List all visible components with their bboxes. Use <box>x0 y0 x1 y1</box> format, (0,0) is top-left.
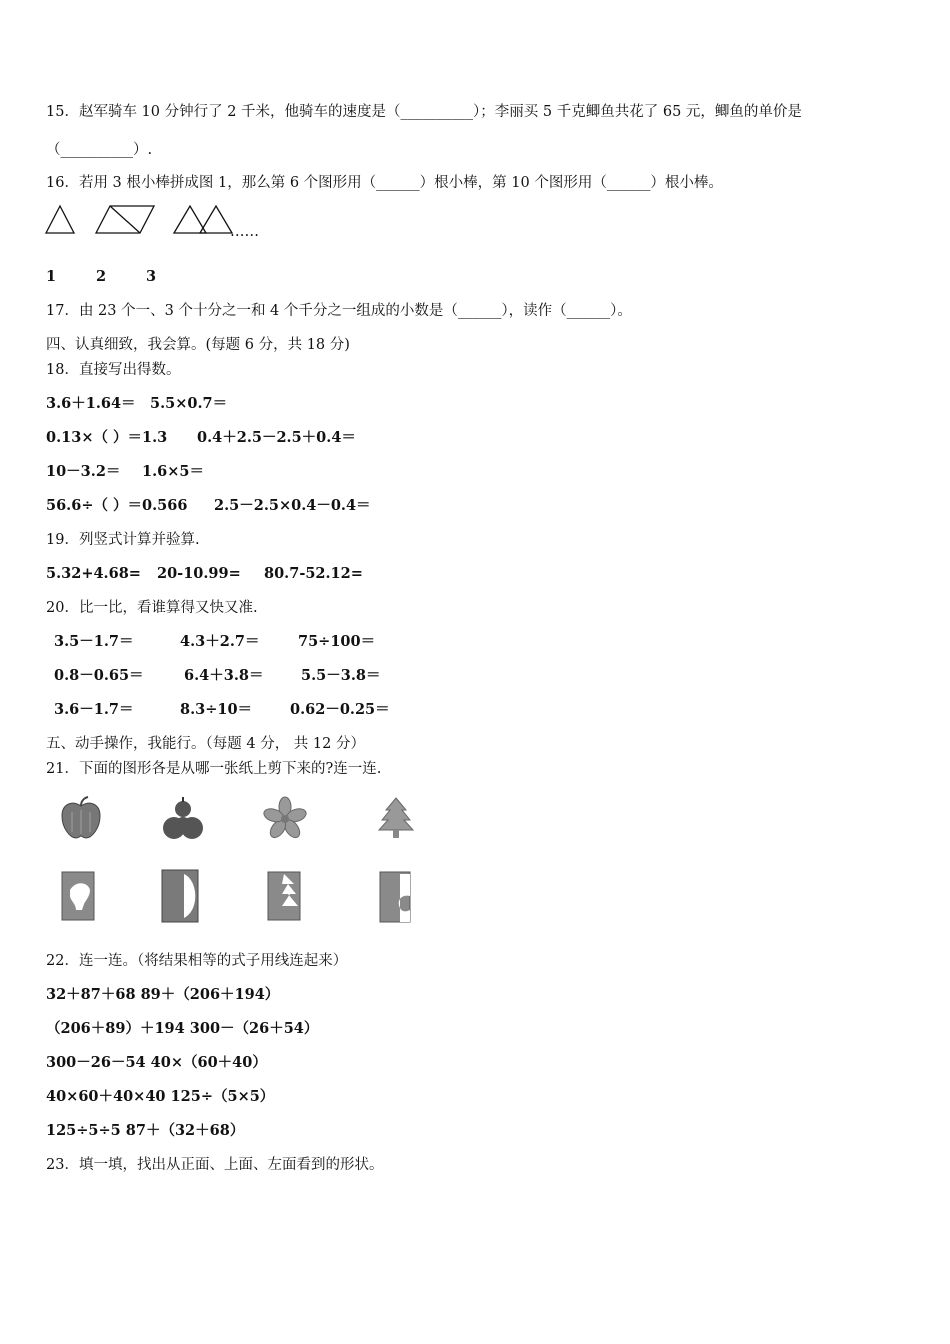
gourd-shape <box>160 795 206 843</box>
q16-label-2: 2 <box>96 268 107 285</box>
q20-r1-c2: 4.3＋2.7＝ <box>180 633 260 650</box>
triangle-figure-1 <box>46 206 74 233</box>
q16-label-3: 3 <box>146 268 157 285</box>
q18-row1-b: 5.5×0.7＝ <box>150 395 228 412</box>
q16-label-1: 1 <box>46 268 57 285</box>
q20-r3-c3: 0.62－0.25＝ <box>290 701 390 718</box>
flower-shape <box>262 796 308 842</box>
q19-item-2: 20-10.99= <box>157 565 241 582</box>
paper-1 <box>60 870 98 922</box>
q18-title: 18．直接写出得数。 <box>46 362 181 378</box>
q20-r3-c1: 3.6－1.7＝ <box>54 701 134 718</box>
q19-item-3: 80.7-52.12= <box>264 565 363 582</box>
q20-title: 20．比一比，看谁算得又快又准. <box>46 600 258 616</box>
q21-title: 21．下面的图形各是从哪一张纸上剪下来的?连一连. <box>46 761 382 777</box>
q15-line1: 15．赵军骑车 10 分钟行了 2 千米，他骑车的速度是（__________）；李丽买 5 千克鲫鱼共花了 65 元，鲫鱼的单价是 <box>46 104 802 120</box>
q18-row1-a: 3.6＋1.64＝ <box>46 395 136 412</box>
tree-shape <box>376 796 416 840</box>
q20-r2-c3: 5.5－3.8＝ <box>301 667 381 684</box>
q19-item-1: 5.32+4.68= <box>46 565 141 582</box>
q20-r1-c1: 3.5－1.7＝ <box>54 633 134 650</box>
q22-row-5: 125÷5÷5 87＋（32＋68） <box>46 1122 245 1139</box>
q18-row3-b: 1.6×5＝ <box>142 463 204 480</box>
q18-row2-a: 0.13×（ ）＝1.3 <box>46 429 168 446</box>
q22-row-2: （206＋89）＋194 300－（26＋54） <box>46 1020 319 1037</box>
q22-title: 22．连一连。（将结果相等的式子用线连起来） <box>46 953 348 969</box>
paper-4 <box>378 870 416 924</box>
q22-row-4: 40×60＋40×40 125÷（5×5） <box>46 1088 275 1105</box>
paper-2 <box>160 868 202 924</box>
section5-heading: 五、动手操作，我能行。（每题 4 分， 共 12 分） <box>46 736 365 752</box>
q15-line2: （__________）. <box>46 142 153 158</box>
q18-row2-b: 0.4＋2.5－2.5＋0.4＝ <box>197 429 356 446</box>
q18-row4-b: 2.5－2.5×0.4－0.4＝ <box>214 497 371 514</box>
q20-r2-c1: 0.8－0.65＝ <box>54 667 144 684</box>
section4-heading: 四、认真细致，我会算。(每题 6 分，共 18 分) <box>46 337 350 353</box>
q18-row3-a: 10－3.2＝ <box>46 463 121 480</box>
q22-row-3: 300－26－54 40×（60＋40） <box>46 1054 267 1071</box>
q18-row4-a: 56.6÷（ ）＝0.566 <box>46 497 188 514</box>
q16-ellipsis: …… <box>230 224 259 240</box>
q17-text: 17．由 23 个一、3 个十分之一和 4 个千分之一组成的小数是（______），读作（______）。 <box>46 303 632 319</box>
q20-r3-c2: 8.3÷10＝ <box>180 701 253 718</box>
apple-shape <box>58 796 104 842</box>
paper-3 <box>266 870 304 922</box>
q22-row-1: 32＋87＋68 89＋（206＋194） <box>46 986 280 1003</box>
q23-title: 23．填一填，找出从正面、上面、左面看到的形状。 <box>46 1157 384 1173</box>
q16-text: 16．若用 3 根小棒拼成图 1，那么第 6 个图形用（______）根小棒，第 10 个图形用（______）根小棒。 <box>46 175 723 191</box>
triangle-figure-3 <box>174 206 206 233</box>
q20-r2-c2: 6.4＋3.8＝ <box>184 667 264 684</box>
q19-title: 19．列竖式计算并验算. <box>46 532 200 548</box>
q20-r1-c3: 75÷100＝ <box>298 633 376 650</box>
